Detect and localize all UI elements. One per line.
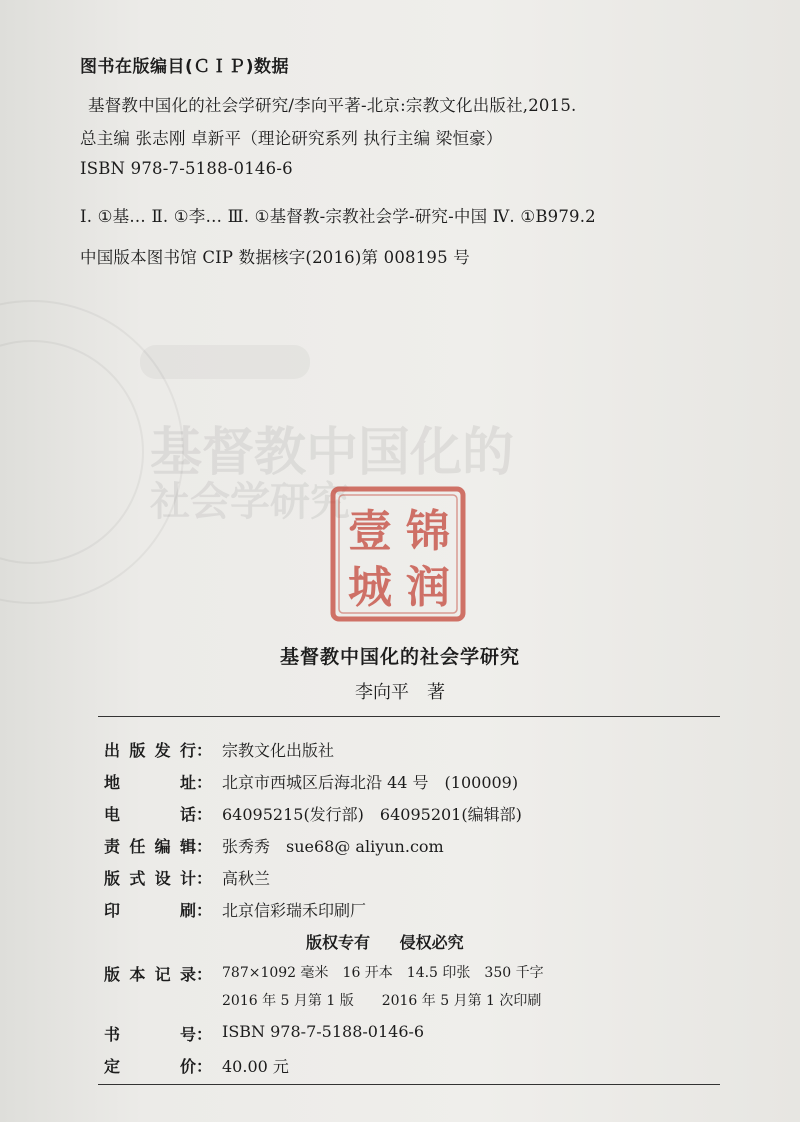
book-author: 李向平 著 bbox=[355, 682, 445, 703]
address-label: 地 址 bbox=[104, 773, 196, 792]
editor-value: 张秀秀 sue68@ aliyun.com bbox=[222, 837, 444, 856]
label-colon: ： bbox=[196, 901, 213, 920]
cip-heading: 图书在版编目(ＣＩＰ)数据 bbox=[80, 57, 290, 77]
cip-line-record-number: 中国版本图书馆 CIP 数据核字(2016)第 008195 号 bbox=[80, 248, 470, 267]
editor-label: 责任编辑 bbox=[104, 837, 196, 856]
isbn-value: ISBN 978-7-5188-0146-6 bbox=[222, 1022, 425, 1041]
label-colon: ： bbox=[196, 773, 213, 792]
ghost-reverse-subtitle: 社会学研究 bbox=[150, 479, 350, 525]
designer-label: 版式设计 bbox=[104, 869, 196, 888]
seal-char: 壹 bbox=[348, 506, 392, 557]
label-colon: ： bbox=[196, 741, 213, 760]
divider-top bbox=[98, 716, 720, 717]
edition-label: 版本记录 bbox=[104, 965, 196, 984]
publisher-label: 出版发行 bbox=[104, 741, 196, 760]
printer-value: 北京信彩瑞禾印刷厂 bbox=[222, 901, 367, 920]
phone-label: 电 话 bbox=[104, 805, 196, 824]
designer-value: 高秋兰 bbox=[222, 869, 271, 888]
copyright-notice: 版权专有 侵权必究 bbox=[306, 933, 464, 952]
book-title: 基督教中国化的社会学研究 bbox=[279, 646, 520, 668]
cip-line-isbn: ISBN 978-7-5188-0146-6 bbox=[80, 159, 293, 178]
price-label: 定 价 bbox=[104, 1057, 196, 1076]
cip-line-editors: 总主编 张志刚 卓新平（理论研究系列 执行主编 梁恒豪） bbox=[80, 129, 503, 148]
label-colon: ： bbox=[196, 965, 213, 984]
printer-label: 印 刷 bbox=[104, 901, 196, 920]
price-value: 40.00 元 bbox=[222, 1057, 289, 1076]
label-colon: ： bbox=[196, 869, 213, 888]
cip-line-title: 基督教中国化的社会学研究/李向平著-北京:宗教文化出版社,2015. bbox=[88, 96, 577, 115]
publisher-value: 宗教文化出版社 bbox=[222, 741, 335, 760]
ghost-reverse-title: 基督教中国化的 bbox=[150, 423, 515, 483]
edition-specs: 787×1092 毫米 16 开本 14.5 印张 350 千字 bbox=[222, 965, 544, 981]
ghost-title-bar bbox=[140, 345, 310, 379]
label-colon: ： bbox=[196, 1025, 213, 1044]
phone-value: 64095215(发行部) 64095201(编辑部) bbox=[222, 805, 522, 824]
seal-char: 锦 bbox=[406, 506, 450, 557]
label-colon: ： bbox=[196, 1057, 213, 1076]
cip-line-classification: Ⅰ. ①基… Ⅱ. ①李… Ⅲ. ①基督教-宗教社会学-研究-中国 Ⅳ. ①B979.2 bbox=[80, 207, 596, 226]
seal-stamp bbox=[328, 484, 468, 624]
address-value: 北京市西城区后海北沿 44 号 (100009) bbox=[222, 773, 519, 792]
seal-char: 润 bbox=[406, 562, 450, 613]
divider-bottom bbox=[98, 1084, 720, 1085]
label-colon: ： bbox=[196, 805, 213, 824]
isbn-label: 书 号 bbox=[104, 1025, 196, 1044]
edition-dates: 2016 年 5 月第 1 版 2016 年 5 月第 1 次印刷 bbox=[222, 993, 542, 1009]
seal-char: 城 bbox=[348, 562, 392, 613]
label-colon: ： bbox=[196, 837, 213, 856]
